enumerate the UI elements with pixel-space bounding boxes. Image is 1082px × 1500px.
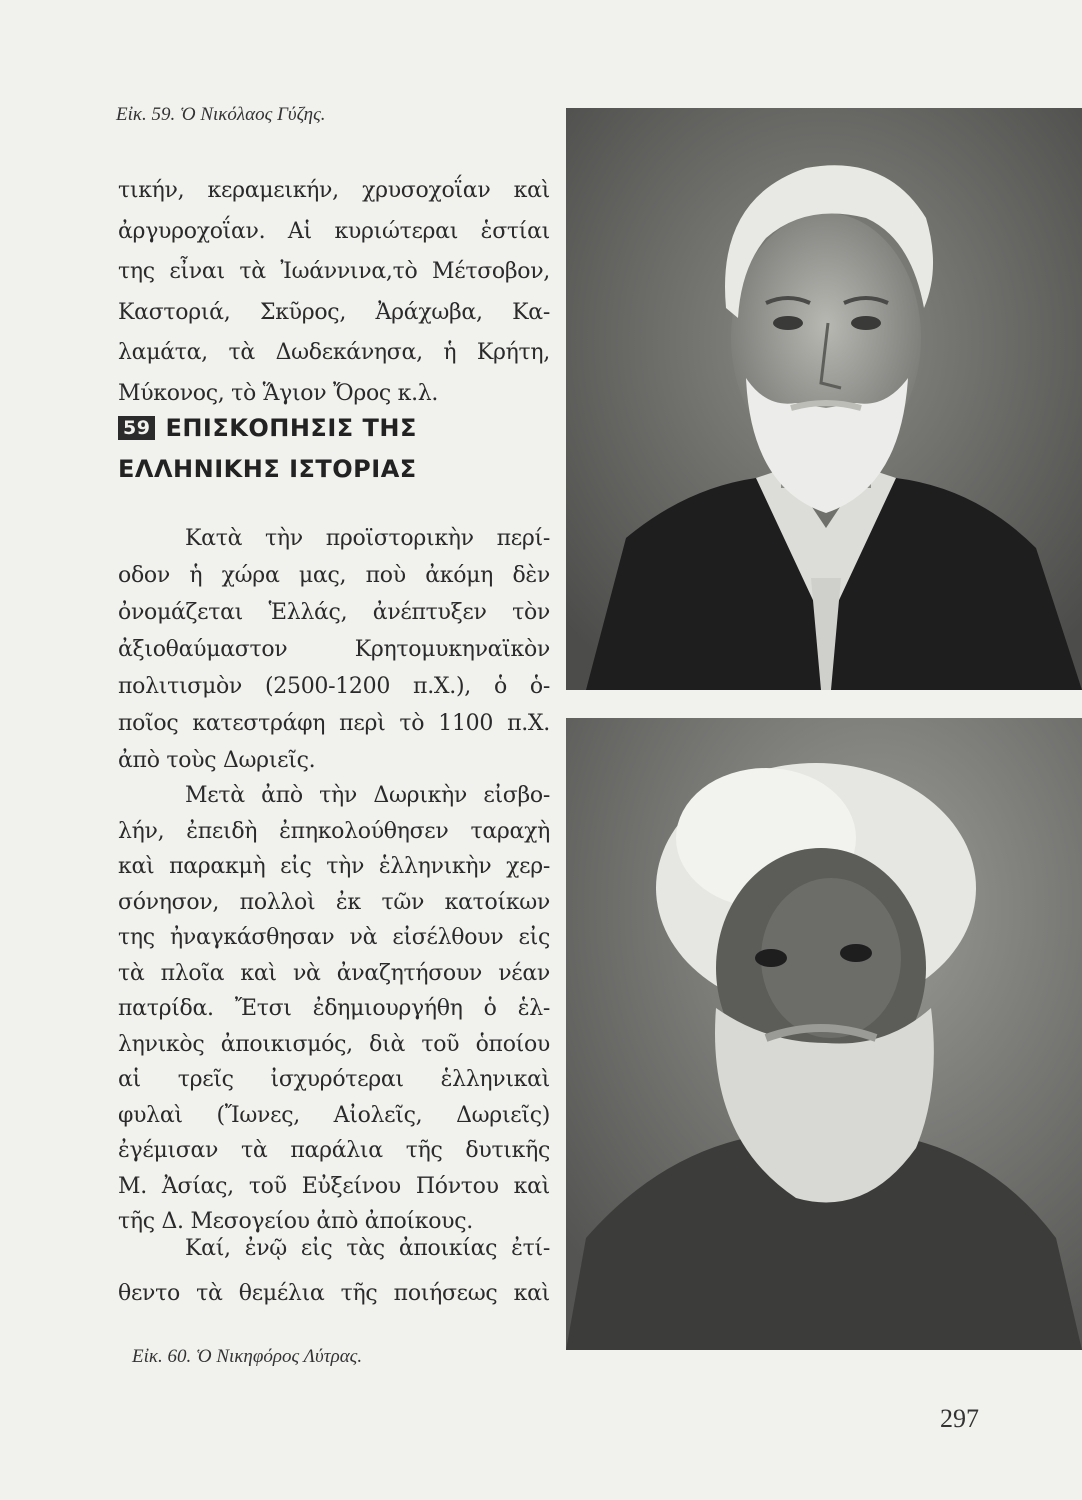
text-line: ἀξιοθαύμαστον Κρητομυκηναϊκὸν: [118, 637, 550, 662]
text-line: φυλαὶ (Ἴωνες, Αἰολεῖς, Δωριεῖς): [118, 1102, 550, 1128]
text-line: ποῖος κατεστράφη περὶ τὸ 1100 π.Χ.: [118, 711, 550, 736]
page-number: 297: [940, 1404, 979, 1433]
text-line: τὰ πλοῖα καὶ νὰ ἀναζητήσουν νέαν: [118, 960, 550, 986]
section-title-1: ΕΠΙΣΚΟΠΗΣΙΣ ΤΗΣ: [165, 414, 417, 442]
figure-60-caption: Εἰκ. 60. Ὁ Νικηφόρος Λύτρας.: [132, 1346, 363, 1367]
text-line: οδον ἡ χώρα μας, ποὺ ἀκόμη δὲν: [118, 563, 550, 588]
text-line: πολιτισμὸν (2500-1200 π.Χ.), ὁ ὁ-: [118, 674, 550, 699]
text-line: της ἠναγκάσθησαν νὰ εἰσέλθουν εἰς: [118, 925, 550, 950]
text-line: ἀπὸ τοὺς Δωριεῖς.: [118, 748, 316, 773]
figure-59-caption: Εἰκ. 59. Ὁ Νικόλαος Γύζης.: [116, 104, 326, 125]
portrait-photo-gyzis: [566, 108, 1082, 690]
text-line: λαμάτα, τὰ Δωδεκάνησα, ἡ Κρήτη,: [118, 340, 550, 365]
text-line: ἀργυροχοΐαν. Αἱ κυριώτεραι ἑστίαι: [118, 218, 550, 244]
text-line: Μ. Ἀσίας, τοῦ Εὐξείνου Πόντου καὶ: [118, 1173, 550, 1199]
text-line: τῆς Δ. Μεσογείου ἀπὸ ἀποίκους.: [118, 1209, 473, 1234]
text-line: πατρίδα. Ἔτσι ἐδημιουργήθη ὁ ἑλ-: [118, 996, 550, 1021]
text-line: λήν, ἐπειδὴ ἐπηκολούθησεν ταραχὴ: [118, 818, 550, 844]
text-line: της εἶναι τὰ Ἰωάννινα,τὸ Μέτσοβον,: [118, 259, 550, 284]
text-line: ὀνομάζεται Ἑλλάς, ἀνέπτυξεν τὸν: [118, 600, 550, 625]
text-line: αἱ τρεῖς ἰσχυρότεραι ἑλληνικαὶ: [118, 1067, 550, 1092]
section-heading-line-2: ΕΛΛΗΝΙΚΗΣ ΙΣΤΟΡΙΑΣ: [118, 455, 417, 483]
text-line: Μετὰ ἀπὸ τὴν Δωρικὴν εἰσβο-: [185, 783, 550, 808]
section-number-badge: 59: [118, 416, 155, 440]
section-heading-line-1: [118, 414, 417, 442]
text-line: τικήν, κεραμεικήν, χρυσοχοΐαν καὶ: [118, 178, 550, 203]
text-line: Μύκονος, τὸ Ἅγιον Ὄρος κ.λ.: [118, 380, 439, 406]
text-line: καὶ παρακμὴ εἰς τὴν ἑλληνικὴν χερ-: [118, 854, 550, 879]
text-line: θεντο τὰ θεμέλια τῆς ποιήσεως καὶ: [118, 1281, 550, 1306]
text-line: ληνικὸς ἀποικισμός, διὰ τοῦ ὁποίου: [118, 1031, 550, 1057]
text-line: ἐγέμισαν τὰ παράλια τῆς δυτικῆς: [118, 1138, 550, 1163]
text-line: σόνησον, πολλοὶ ἐκ τῶν κατοίκων: [118, 889, 550, 915]
text-line: Καί, ἐνῷ εἰς τὰς ἀποικίας ἐτί-: [185, 1236, 550, 1261]
text-line: Κατὰ τὴν προϊστορικὴν περί-: [185, 526, 550, 551]
text-line: Καστοριά, Σκῦρος, Ἀράχωβα, Κα-: [118, 299, 550, 325]
portrait-photo-lytras: [566, 718, 1082, 1350]
